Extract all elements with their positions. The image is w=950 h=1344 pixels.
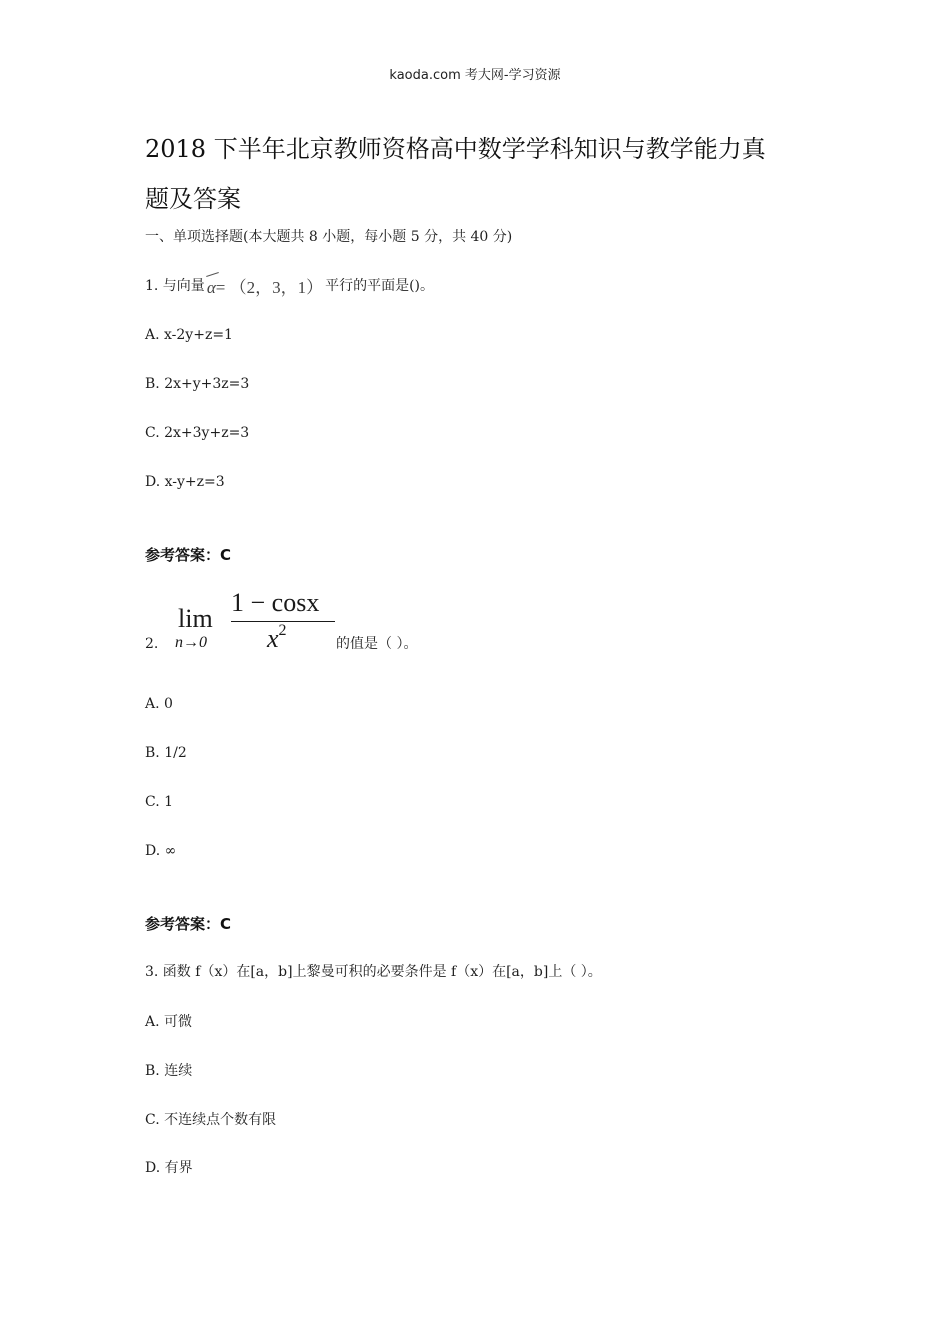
limit-formula bbox=[175, 588, 345, 658]
section-heading: 一、单项选择题(本大题共 8 小题，每小题 5 分，共 40 分) bbox=[145, 229, 513, 245]
fraction-denominator bbox=[267, 622, 287, 654]
vector-formula bbox=[207, 278, 323, 298]
denominator-base: x bbox=[267, 624, 279, 653]
question-1-option-b: B. 2x+y+3z=3 bbox=[145, 376, 250, 392]
lim-subscript: n→0 bbox=[175, 634, 207, 651]
lim-word: lim bbox=[178, 604, 213, 633]
question-2-suffix: 的值是（ ）。 bbox=[336, 636, 418, 652]
question-1-option-a: A. x-2y+z=1 bbox=[145, 327, 233, 343]
denominator-exponent: 2 bbox=[278, 622, 287, 639]
question-3-option-a: A. 可微 bbox=[145, 1014, 193, 1030]
page-header: kaoda.com 考大网-学习资源 bbox=[389, 68, 561, 83]
document-title-line-2: 题及答案 bbox=[145, 185, 241, 213]
question-1-prefix: 1. 与向量 bbox=[145, 278, 205, 294]
question-2-option-c: C. 1 bbox=[145, 794, 174, 810]
question-1-answer: 参考答案：C bbox=[145, 546, 232, 564]
question-1-option-c: C. 2x+3y+z=3 bbox=[145, 425, 250, 441]
question-2-option-a: A. 0 bbox=[145, 696, 173, 712]
question-2-option-d: D. ∞ bbox=[145, 843, 177, 859]
question-3-option-c: C. 不连续点个数有限 bbox=[145, 1112, 277, 1128]
question-3-stem: 3. 函数 f（x）在[a，b]上黎曼可积的必要条件是 f（x）在[a，b]上（ ）。 bbox=[145, 964, 602, 980]
question-3-option-b: B. 连续 bbox=[145, 1063, 193, 1079]
question-2-option-b: B. 1/2 bbox=[145, 745, 187, 761]
question-3-option-d: D. 有界 bbox=[145, 1160, 193, 1176]
question-2-answer: 参考答案：C bbox=[145, 915, 232, 933]
document-title-line-1: 2018 下半年北京教师资格高中数学学科知识与教学能力真 bbox=[145, 135, 766, 163]
vector-symbol: α bbox=[206, 278, 216, 297]
question-1-option-d: D. x-y+z=3 bbox=[145, 474, 225, 490]
question-1-stem bbox=[145, 276, 434, 298]
vector-value: = （2，3，1） bbox=[215, 278, 324, 297]
question-2-number: 2. bbox=[145, 636, 159, 652]
question-1-suffix: 平行的平面是()。 bbox=[325, 278, 435, 294]
fraction-numerator: 1 − cosx bbox=[231, 588, 320, 617]
